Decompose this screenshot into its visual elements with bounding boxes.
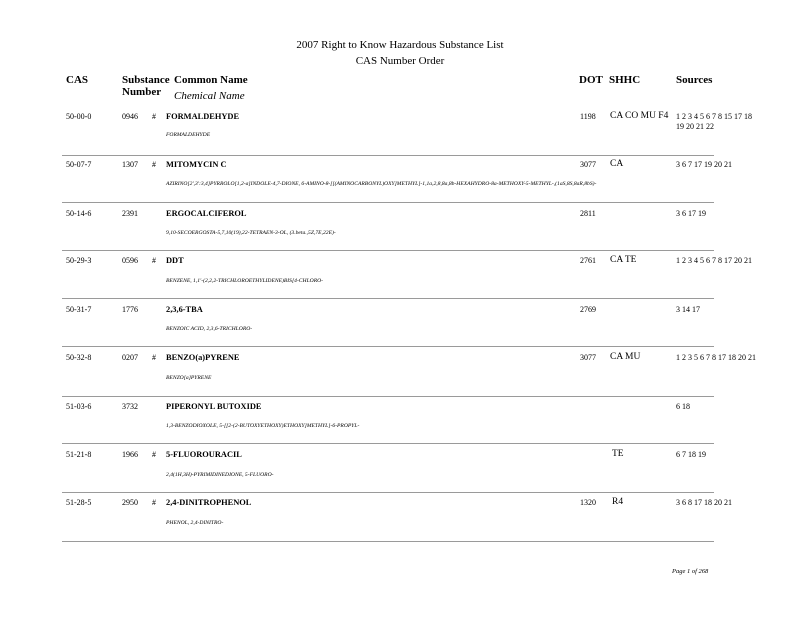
common-name: PIPERONYL BUTOXIDE [166, 402, 262, 411]
header-substance: Substance [122, 74, 170, 86]
common-name: DDT [166, 256, 184, 265]
shhc-codes: CA [610, 159, 624, 169]
dot-number: 1198 [580, 112, 596, 121]
hash-marker: # [152, 256, 156, 265]
chemical-name: PHENOL, 2,4-DINITRO- [166, 520, 224, 526]
chemical-name: 9,10-SECOERGOSTA-5,7,10(19),22-TETRAEN-3-OL, (3.beta.,5Z,7E,22E)- [166, 230, 336, 236]
sources-list: 3 6 7 17 19 20 21 [676, 160, 732, 169]
row-divider [62, 346, 714, 347]
sources-list: 6 18 [676, 402, 690, 411]
row-divider [62, 298, 714, 299]
shhc-codes: CA MU [610, 352, 641, 362]
sources-list: 1 2 3 5 6 7 8 17 18 20 21 [676, 353, 756, 362]
row-divider [62, 541, 714, 542]
dot-number: 3077 [580, 353, 596, 362]
cas-number: 51-28-5 [66, 498, 92, 507]
chemical-name: FORMALDEHYDE [166, 132, 211, 138]
sources-list: 3 6 8 17 18 20 21 [676, 498, 732, 507]
substance-number: 3732 [122, 402, 138, 411]
common-name: 5-FLUOROURACIL [166, 450, 242, 459]
sources-list: 3 6 17 19 [676, 209, 706, 218]
document-subtitle: CAS Number Order [355, 55, 445, 67]
cas-number: 50-14-6 [66, 209, 92, 218]
row-divider [62, 443, 714, 444]
cas-number: 51-03-6 [66, 402, 92, 411]
substance-number: 1966 [122, 450, 138, 459]
hash-marker: # [152, 450, 156, 459]
substance-number: 0946 [122, 112, 138, 121]
page-number: Page 1 of 268 [672, 568, 709, 575]
sources-list: 6 7 18 19 [676, 450, 706, 459]
header-chemical-name: Chemical Name [174, 90, 245, 102]
shhc-codes: CA CO MU F4 [610, 111, 669, 121]
sources-list: 1 2 3 4 5 6 7 8 17 20 21 [676, 256, 752, 265]
row-divider [62, 492, 714, 493]
chemical-name: BENZO[a]PYRENE [166, 375, 212, 381]
chemical-name: 1,3-BENZODIOXOLE, 5-[[2-(2-BUTOXYETHOXY)ETHOXY]METHYL]-6-PROPYL- [166, 423, 360, 429]
common-name: 2,3,6-TBA [166, 305, 203, 314]
header-number: Number [122, 86, 162, 98]
common-name: 2,4-DINITROPHENOL [166, 498, 252, 507]
cas-number: 50-29-3 [66, 256, 92, 265]
shhc-codes: TE [612, 449, 624, 459]
substance-number: 2950 [122, 498, 138, 507]
sources-list: 1 2 3 4 5 6 7 8 15 17 18 19 20 21 22 [676, 112, 752, 131]
header-sources: Sources [676, 74, 713, 86]
shhc-codes: CA TE [610, 255, 637, 265]
cas-number: 50-31-7 [66, 305, 92, 314]
row-divider [62, 396, 714, 397]
common-name: FORMALDEHYDE [166, 112, 240, 121]
sources-list: 3 14 17 [676, 305, 700, 314]
row-divider [62, 155, 714, 156]
hash-marker: # [152, 112, 156, 121]
hash-marker: # [152, 353, 156, 362]
common-name: MITOMYCIN C [166, 160, 227, 169]
header-dot: DOT [579, 74, 603, 86]
substance-number: 2391 [122, 209, 138, 218]
dot-number: 2811 [580, 209, 596, 218]
header-shhc: SHHC [609, 74, 641, 86]
dot-number: 2761 [580, 256, 596, 265]
cas-number: 51-21-8 [66, 450, 92, 459]
dot-number: 2769 [580, 305, 596, 314]
chemical-name: BENZENE, 1,1'-(2,2,2-TRICHLOROETHYLIDENE)BIS[4-CHLORO- [166, 278, 324, 284]
dot-number: 3077 [580, 160, 596, 169]
row-divider [62, 202, 714, 203]
hash-marker: # [152, 160, 156, 169]
row-divider [62, 250, 714, 251]
chemical-name: 2,4(1H,3H)-PYRIMIDINEDIONE, 5-FLUORO- [166, 472, 274, 478]
chemical-name: BENZOIC ACID, 2,3,6-TRICHLORO- [166, 326, 253, 332]
hash-marker: # [152, 498, 156, 507]
document-title: 2007 Right to Know Hazardous Substance List [296, 39, 504, 51]
substance-number: 0207 [122, 353, 138, 362]
substance-number: 1776 [122, 305, 138, 314]
dot-number: 1320 [580, 498, 596, 507]
chemical-name: AZIRINO[2',3':3,4]PYRROLO[1,2-a]INDOLE-4,7-DIONE, 6-AMINO-8-[[(AMINOCARBONYL)OXY]METHYL]-1,1a,2,8,8a,8b-HEXAHYDRO-8a-METHOXY-5-METHYL-,(1aS,8S,8aR,8bS)- [166, 181, 597, 187]
substance-number: 0596 [122, 256, 138, 265]
cas-number: 50-32-8 [66, 353, 92, 362]
common-name: ERGOCALCIFEROL [166, 209, 247, 218]
header-cas: CAS [66, 74, 89, 86]
shhc-codes: R4 [612, 497, 624, 507]
header-common-name: Common Name [174, 74, 248, 86]
common-name: BENZO(a)PYRENE [166, 353, 240, 362]
substance-number: 1307 [122, 160, 138, 169]
cas-number: 50-07-7 [66, 160, 92, 169]
cas-number: 50-00-0 [66, 112, 92, 121]
